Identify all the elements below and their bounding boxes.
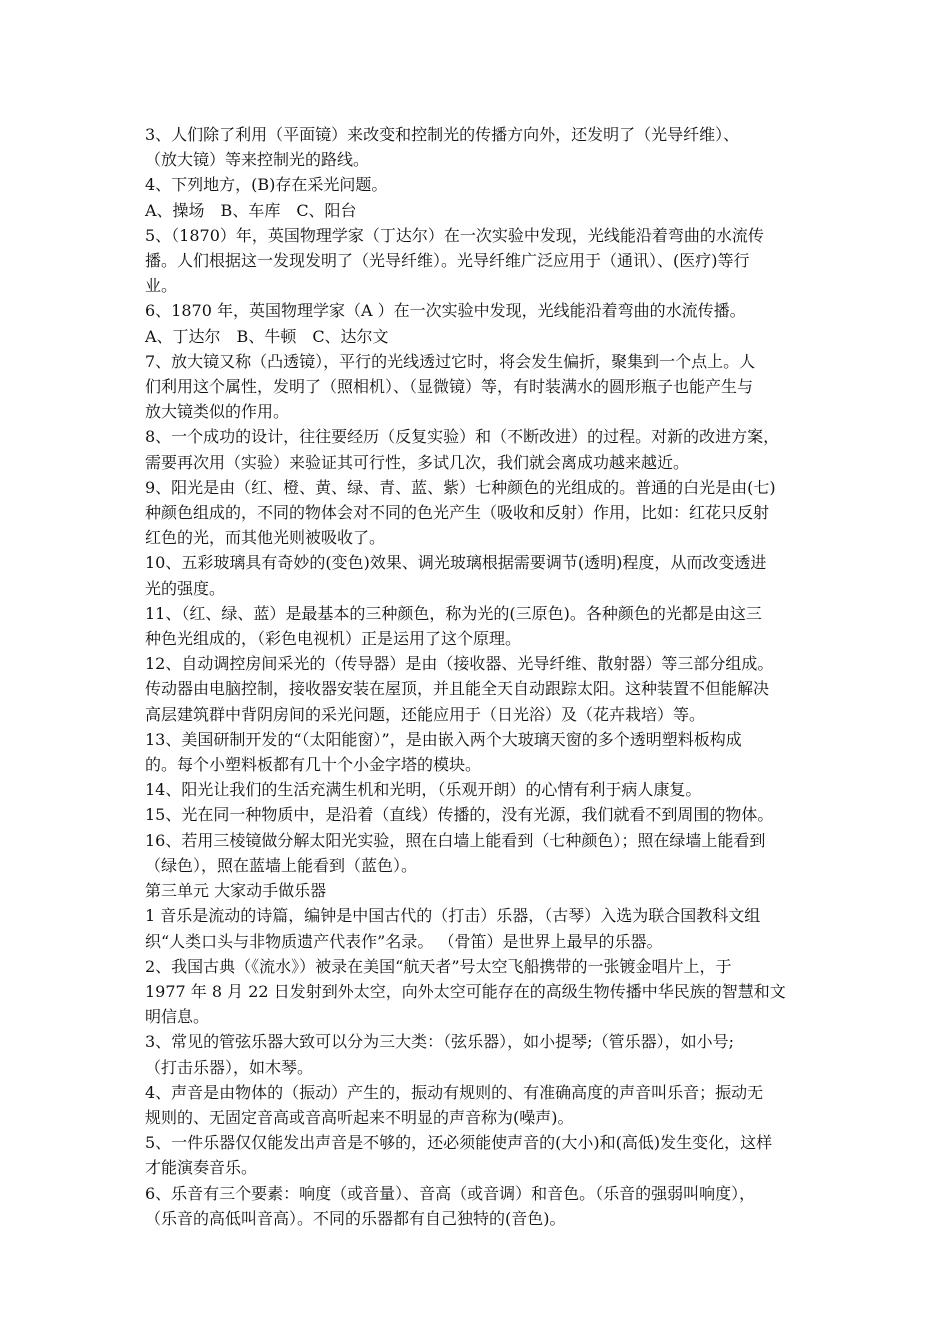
text-line: 5、一件乐器仅仅能发出声音是不够的，还必须能使声音的(大小)和(高低)发生变化，这样 [145, 1133, 773, 1153]
text-line: 1977 年 8 月 22 日发射到外太空，向外太空可能存在的高级生物传播中华民族的智慧和文 [145, 981, 786, 1001]
text-line: 第三单元 大家动手做乐器 [145, 881, 327, 901]
text-line: （打击乐器），如木琴。 [145, 1057, 314, 1077]
text-line: 10、五彩玻璃具有奇妙的(变色)效果、调光玻璃根据需要调节(透明)程度，从而改变透进 [145, 553, 767, 573]
text-line: 5、（1870）年，英国物理学家（丁达尔）在一次实验中发现，光线能沿着弯曲的水流传 [145, 225, 764, 245]
text-line: 高层建筑群中背阴房间的采光问题，还能应用于（日光浴）及（花卉栽培）等。 [145, 704, 706, 724]
text-line: A、操场 B、车库 C、阳台 [145, 200, 357, 220]
text-line: 15、光在同一种物质中，是沿着（直线）传播的，没有光源，我们就看不到周围的物体。 [145, 805, 774, 825]
text-line: 11、（红、绿、蓝）是最基本的三种颜色，称为光的(三原色)。各种颜色的光都是由这三 [145, 603, 762, 623]
text-line: 13、美国研制开发的“（太阳能窗）”，是由嵌入两个大玻璃天窗的多个透明塑料板构成 [145, 729, 742, 749]
text-line: 1 音乐是流动的诗篇，编钟是中国古代的（打击）乐器，（古琴）入选为联合国教科文组 [145, 906, 761, 926]
text-line: 16、若用三棱镜做分解太阳光实验，照在白墙上能看到（七种颜色）；照在绿墙上能看到 [145, 830, 766, 850]
text-line: A、丁达尔 B、牛顿 C、达尔文 [145, 326, 389, 346]
text-line: 种颜色组成的，不同的物体会对不同的色光产生（吸收和反射）作用，比如：红花只反射 [145, 503, 770, 523]
text-line: 8、一个成功的设计，往往要经历（反复实验）和（不断改进）的过程。对新的改进方案， [145, 427, 780, 447]
text-line: 播。人们根据这一发现发明了（光导纤维）。光导纤维广泛应用于（通讯）、(医疗)等行 [145, 251, 750, 271]
text-line: 12、自动调控房间采光的（传导器）是由（接收器、光导纤维、散射器）等三部分组成。 [145, 654, 774, 674]
text-line: 9、阳光是由（红、橙、黄、绿、青、蓝、紫）七种颜色的光组成的。普通的白光是由(七) [145, 477, 776, 497]
text-line: （放大镜）等来控制光的路线。 [145, 150, 370, 170]
text-line: 规则的、无固定音高或音高听起来不明显的声音称为(噪声)。 [145, 1107, 574, 1127]
text-line: 14、阳光让我们的生活充满生机和光明，（乐观开朗）的心情有利于病人康复。 [145, 780, 702, 800]
text-line: 才能演奏音乐。 [145, 1158, 258, 1178]
text-line: 6、乐音有三个要素：响度（或音量）、音高（或音调）和音色。（乐音的强弱叫响度）， [145, 1183, 756, 1203]
text-line: 光的强度。 [145, 578, 226, 598]
text-line: 6、1870 年，英国物理学家（A ）在一次实验中发现，光线能沿着弯曲的水流传播。 [145, 301, 746, 321]
text-line: 织“人类口头与非物质遗产代表作”名录。 （骨笛）是世界上最早的乐器。 [145, 931, 663, 951]
text-line: 种色光组成的，（彩色电视机）正是运用了这个原理。 [145, 629, 522, 649]
text-line: 的。每个小塑料板都有几十个小金字塔的模块。 [145, 755, 482, 775]
text-line: 业。 [145, 276, 178, 296]
text-line: 明信息。 [145, 1007, 210, 1027]
text-line: 2、我国古典（《流水》）被录在美国“航天者”号太空飞船携带的一张镀金唱片上，于 [145, 956, 732, 976]
text-line: 需要再次用（实验）来验证其可行性，多试几次，我们就会离成功越来越近。 [145, 452, 690, 472]
text-line: 传动器由电脑控制，接收器安装在屋顶，并且能全天自动跟踪太阳。这种装置不但能解决 [145, 679, 770, 699]
text-line: （乐音的高低叫音高）。不同的乐器都有自己独特的(音色)。 [145, 1208, 566, 1228]
document-body [145, 122, 811, 1231]
text-line: 3、人们除了利用（平面镜）来改变和控制光的传播方向外，还发明了（光导纤维）、 [145, 125, 740, 144]
text-line: 们利用这个属性，发明了（照相机）、（显微镜）等，有时装满水的圆形瓶子也能产生与 [145, 377, 754, 397]
text-line: 红色的光，而其他光则被吸收了。 [145, 528, 386, 548]
text-line: 4、下列地方，(B)存在采光问题。 [145, 175, 388, 195]
text-line: 3、常见的管弦乐器大致可以分为三大类：（弦乐器），如小提琴;（管乐器），如小号; [145, 1032, 734, 1052]
text-line: 放大镜类似的作用。 [145, 402, 290, 422]
text-line: （绿色），照在蓝墙上能看到（蓝色）。 [145, 855, 418, 875]
text-line: 7、放大镜又称（凸透镜），平行的光线透过它时，将会发生偏折，聚集到一个点上。人 [145, 351, 756, 371]
text-line: 4、声音是由物体的（振动）产生的，振动有规则的、有准确高度的声音叫乐音；振动无 [145, 1082, 764, 1102]
